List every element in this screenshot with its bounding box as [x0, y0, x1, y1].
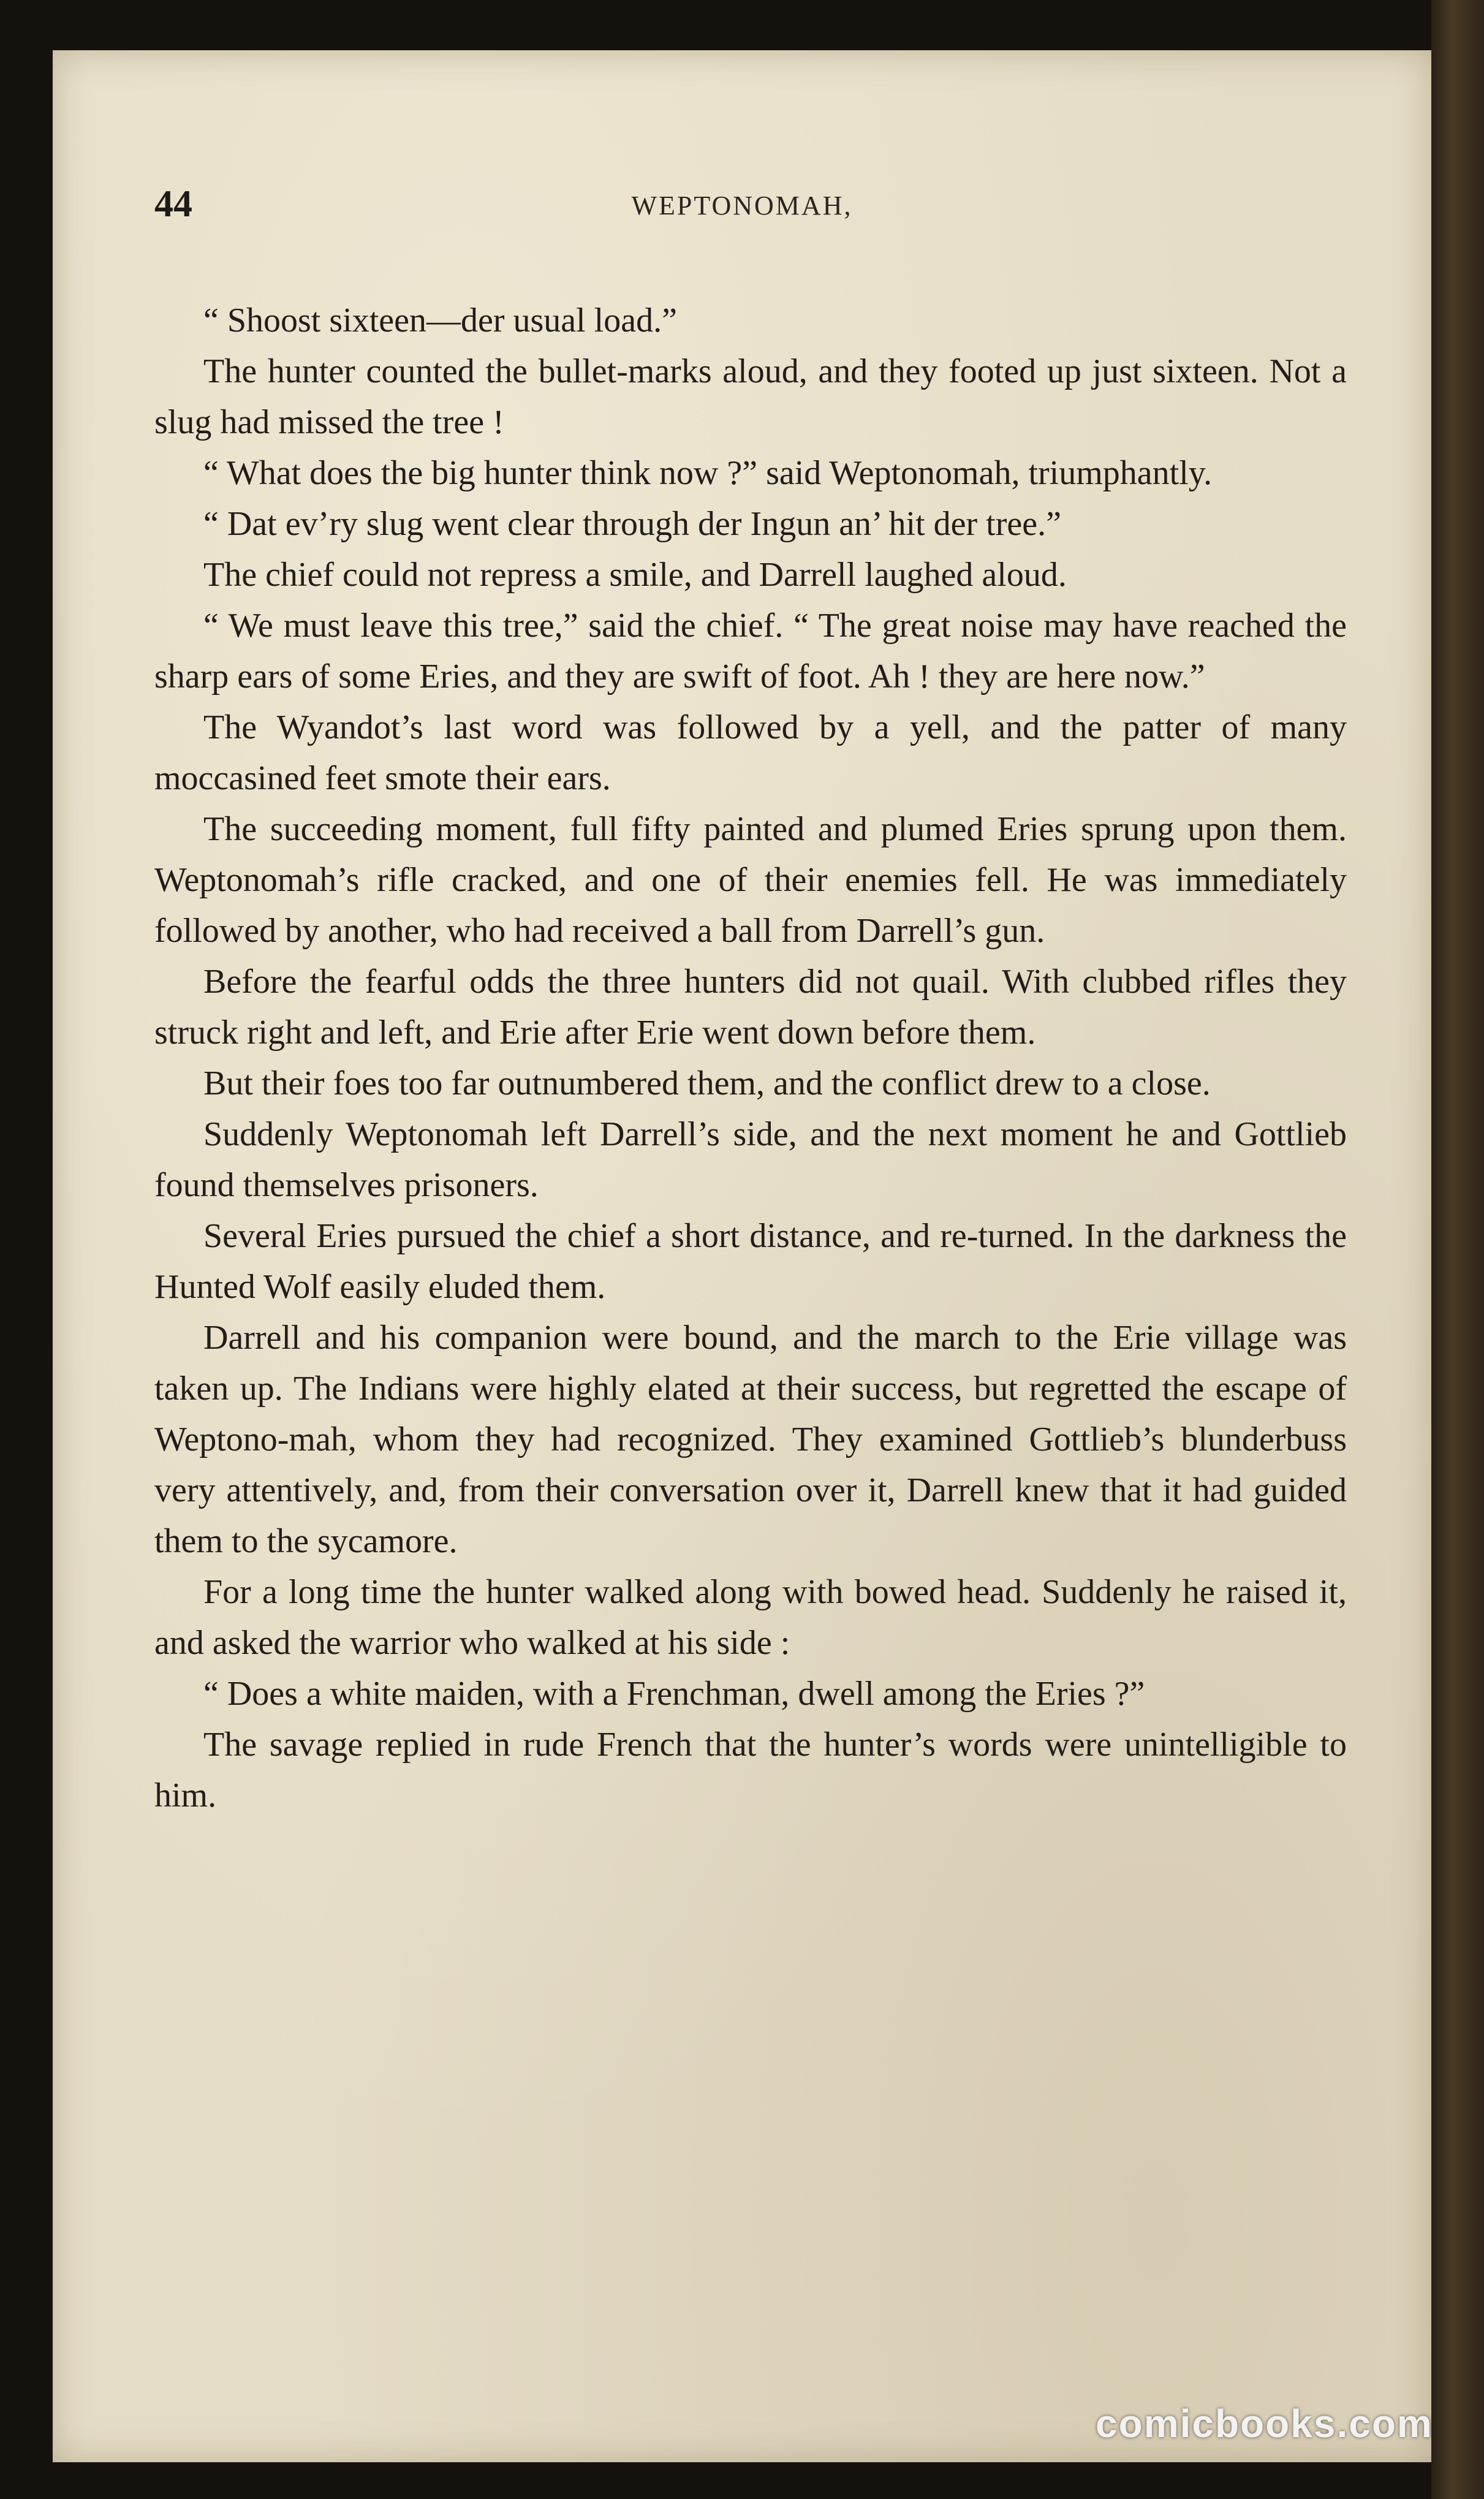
- paragraph: Before the fearful odds the three hunters did not quail. With clubbed rifles they struck right and left, and Erie after Erie went down before them.: [154, 963, 1347, 1052]
- body-text: [154, 295, 1347, 1821]
- book-page: [53, 50, 1431, 2462]
- paragraph: The chief could not repress a smile, and Darrell laughed aloud.: [203, 556, 1067, 594]
- paragraph: Suddenly Weptonomah left Darrell’s side, and the next moment he and Gottlieb found themselves prisoners.: [154, 1115, 1347, 1204]
- running-head: WEPTONOMAH,: [631, 191, 853, 221]
- paragraph: “ Dat ev’ry slug went clear through der Ingun an’ hit der tree.”: [203, 505, 1061, 543]
- book-edge: [1431, 0, 1484, 2499]
- paragraph: “ Does a white maiden, with a Frenchman, dwell among the Eries ?”: [203, 1675, 1145, 1713]
- page-number: 44: [154, 183, 192, 225]
- paragraph: But their foes too far outnumbered them, and the conflict drew to a close.: [203, 1064, 1211, 1102]
- paragraph: For a long time the hunter walked along with bowed head. Suddenly he raised it, and asked the warrior who walked at his side :: [154, 1573, 1347, 1662]
- paragraph: “ Shoost sixteen—der usual load.”: [203, 301, 677, 339]
- paragraph: The hunter counted the bullet-marks aloud, and they footed up just sixteen. Not a slug had missed the tree !: [154, 352, 1347, 441]
- paragraph: The succeeding moment, full fifty painted and plumed Eries sprung upon them. Weptonomah’s rifle cracked, and one of their enemies fell. He was immediately followed by another, who had received a ball from Darrell’s gun.: [154, 810, 1347, 950]
- watermark: comicbooks.com: [1096, 2402, 1433, 2446]
- paragraph: Several Eries pursued the chief a short distance, and re-turned. In the darkness the Hunted Wolf easily eluded them.: [154, 1217, 1347, 1306]
- paragraph: The Wyandot’s last word was followed by a yell, and the patter of many moccasined feet smote their ears.: [154, 708, 1347, 797]
- paragraph: The savage replied in rude French that the hunter’s words were unintelligible to him.: [154, 1726, 1347, 1815]
- paragraph: “ What does the big hunter think now ?” said Weptonomah, triumphantly.: [203, 454, 1213, 492]
- paragraph: “ We must leave this tree,” said the chief. “ The great noise may have reached the sharp ears of some Eries, and they are swift of foot. Ah ! they are here now.”: [154, 607, 1347, 696]
- paragraph: Darrell and his companion were bound, and the march to the Erie village was taken up. The Indians were highly elated at their success, but regretted the escape of Weptono-mah, whom they had recognized. They examined Gottlieb’s blunderbuss very attentively, and, from their conversation over it, Darrell knew that it had guided them to the sycamore.: [154, 1319, 1347, 1560]
